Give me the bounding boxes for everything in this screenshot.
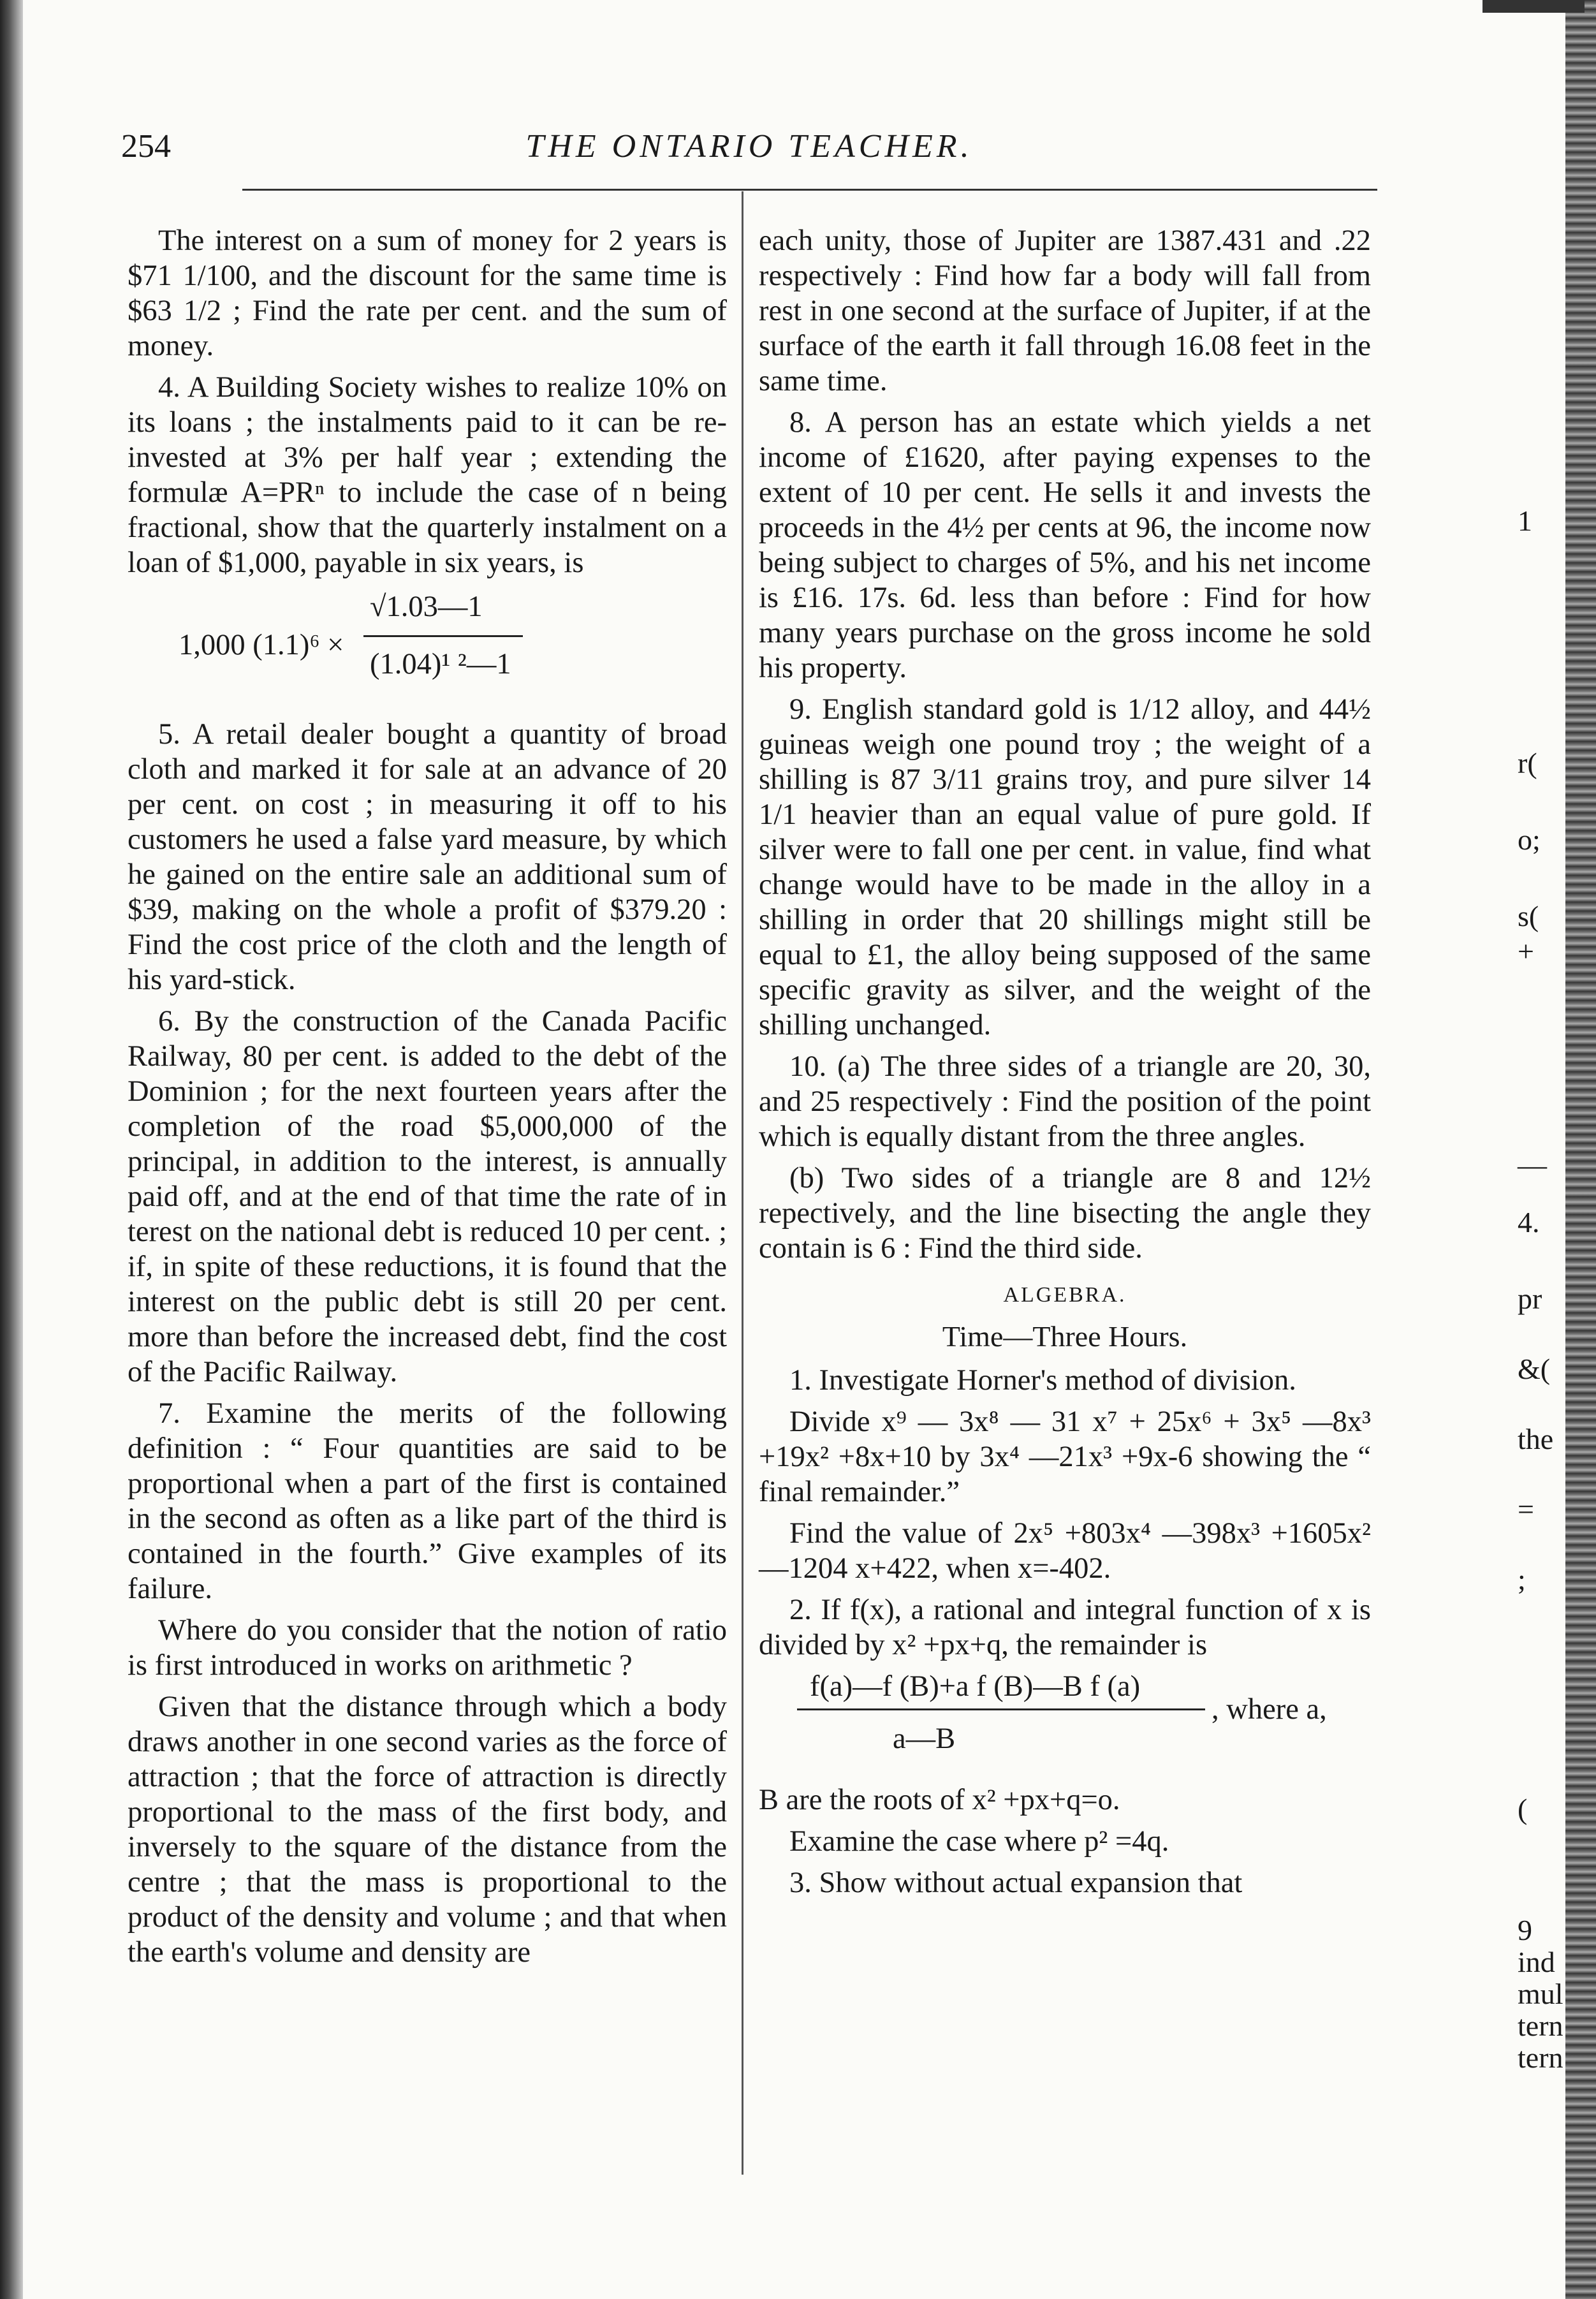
margin-fragment: 9 <box>1518 1914 1532 1946</box>
algebra-question-1b: Divide x⁹ — 3x⁸ — 31 x⁷ + 25x⁶ + 3x⁵ —8x³ +19x² +8x+10 by 3x⁴ —21x³ +9x-6 showing the “ final remainder.” <box>759 1406 1371 1508</box>
question-7-part-c: Given that the distance through which a body draws another in one second varies as the force of attraction ; that the force of attraction is directly proportional to the mass of the first body, and inversely to the square of the distance from the centre ; that the mass is proportional to the product of the density and volume ; and that when the earth's volume and density are <box>128 1691 727 1969</box>
fraction-bar <box>797 1708 1205 1710</box>
question-4: 4. A Building Society wishes to realize 10% on its loans ; the instalments paid to it can be re-invested at 3% per half year ; extending the formulæ A=PRⁿ to include the case of n being fractional, show that the quarterly instalment on a loan of $1,000, payable in six years, is <box>128 371 727 579</box>
remainder-formula <box>759 1669 1371 1777</box>
question-8: 8. A person has an estate which yields a net income of £1620, after paying expenses to the extent of 10 per cent. He sells it and invests the proceeds in the 4½ per cents at 96, the income now being subject to charges of 5%, and his net income is £16. 17s. 6d. less than before : Find for how many years purchase on the gross income he sold his property. <box>759 406 1371 684</box>
question-10a: 10. (a) The three sides of a triangle are 20, 30, and 25 respectively : Find the position of the point which is equally distant from the three angles. <box>759 1050 1371 1153</box>
question-10b: (b) Two sides of a triangle are 8 and 12½ repectively, and the line bisecting the angle they contain is 6 : Find the third side. <box>759 1162 1371 1265</box>
page-edge-top <box>1483 0 1585 13</box>
formula-numerator: √1.03—1 <box>370 591 483 623</box>
margin-fragment: ind <box>1518 1946 1555 1978</box>
margin-fragment: tern <box>1518 2041 1563 2074</box>
question-6: 6. By the construction of the Canada Pacific Railway, 80 per cent. is added to the debt of the Dominion ; for the next fourteen years after the completion of the road $5,000,000 of the principal, in addition to the interest, is annually paid off, and at the end of that time the rate of in terest on the national debt is reduced 10 per cent. ; if, in spite of these reductions, it is found that the interest on the public debt is still 20 per cent. more than before the increased debt, find the cost of the Pacific Railway. <box>128 1005 727 1388</box>
paragraph: each unity, those of Jupiter are 1387.431 and .22 respectively : Find how far a body will fall from rest in one second at the surface of Jupiter, if at the surface of the earth it fall through 16.08 feet in the same time. <box>759 224 1371 397</box>
section-heading: ALGEBRA. <box>1003 1283 1127 1307</box>
margin-fragment: ; <box>1518 1563 1526 1596</box>
page-number: 254 <box>121 128 171 165</box>
algebra-question-2: 2. If f(x), a rational and integral function of x is divided by x² +px+q, the remainder is <box>759 1594 1371 1661</box>
margin-fragment: &( <box>1518 1353 1551 1385</box>
margin-fragment: + <box>1518 935 1534 967</box>
column-divider <box>742 191 743 2175</box>
algebra-question-1c: Find the value of 2x⁵ +803x⁴ —398x³ +1605x² —1204 x+422, when x=-402. <box>759 1517 1371 1585</box>
question-7: 7. Examine the merits of the following definition : “ Four quantities are said to be proportional when a part of the first is contained in the second as often as a like part of the third is contained in the fourth.” Give examples of its failure. <box>128 1397 727 1605</box>
question-7-part-b: Where do you consider that the notion of ratio is first introduced in works on arithmetic ? <box>128 1614 727 1682</box>
algebra-question-3: 3. Show without actual expansion that <box>789 1867 1243 1899</box>
question-5: 5. A retail dealer bought a quantity of broad cloth and marked it for sale at an advance of 20 per cent. on cost ; in measuring it off to his customers he used a false yard measure, by which he gained on the entire sale an additional sum of $39, making on the whole a profit of $379.20 : Find the cost price of the cloth and the length of his yard-stick. <box>128 718 727 996</box>
running-title: THE ONTARIO TEACHER. <box>525 128 973 165</box>
fraction-bar <box>363 635 523 637</box>
page-header <box>121 121 1377 172</box>
paragraph: The interest on a sum of money for 2 years is $71 1/100, and the discount for the same time is $63 1/2 ; Find the rate per cent. and the sum of money. <box>128 224 727 362</box>
margin-fragment: s( <box>1518 900 1539 932</box>
margin-fragment: 1 <box>1518 504 1532 537</box>
algebra-question-2b: B are the roots of x² +px+q=o. <box>759 1784 1120 1816</box>
margin-fragment: r( <box>1518 747 1537 779</box>
left-column <box>128 223 727 1976</box>
margin-fragment: — <box>1518 1149 1547 1181</box>
formula-lhs: 1,000 (1.1)⁶ × <box>179 629 344 661</box>
formula <box>128 589 727 710</box>
page-edge-left <box>0 0 23 2299</box>
formula-denominator: a—B <box>893 1722 956 1755</box>
margin-fragment: the <box>1518 1423 1554 1455</box>
margin-fragment: 4. <box>1518 1206 1540 1238</box>
question-9: 9. English standard gold is 1/12 alloy, and 44½ guineas weigh one pound troy ; the weight of a shilling is 87 3/11 grains troy, and pure silver 14 1/1 heavier than an equal value of pure gold. If silver were to fall one per cent. in value, find what change would have to be made in the alloy in a shilling in order that 20 shillings might still be equal to £1, the alloy being supposed of the same specific gravity as silver, and the weight of the shilling unchanged. <box>759 693 1371 1041</box>
formula-denominator: (1.04)¹ ²—1 <box>370 648 511 680</box>
margin-fragment: ( <box>1518 1793 1528 1825</box>
formula-tail: , where a, <box>1212 1693 1327 1726</box>
margin-fragment: tern <box>1518 2009 1563 2042</box>
margin-fragment: o; <box>1518 823 1541 856</box>
formula-numerator: f(a)—f (B)+a f (B)—B f (a) <box>810 1670 1141 1703</box>
time-heading: Time—Three Hours. <box>942 1320 1188 1353</box>
margin-fragment: pr <box>1518 1282 1542 1315</box>
margin-fragment: mul <box>1518 1978 1563 2010</box>
right-column <box>759 223 1371 1907</box>
algebra-question-2c: Examine the case where p² =4q. <box>789 1825 1169 1858</box>
algebra-question-1: 1. Investigate Horner's method of division. <box>789 1364 1296 1397</box>
margin-fragment: = <box>1518 1493 1534 1525</box>
page-edge-right <box>1565 0 1596 2299</box>
header-rule <box>242 189 1377 191</box>
